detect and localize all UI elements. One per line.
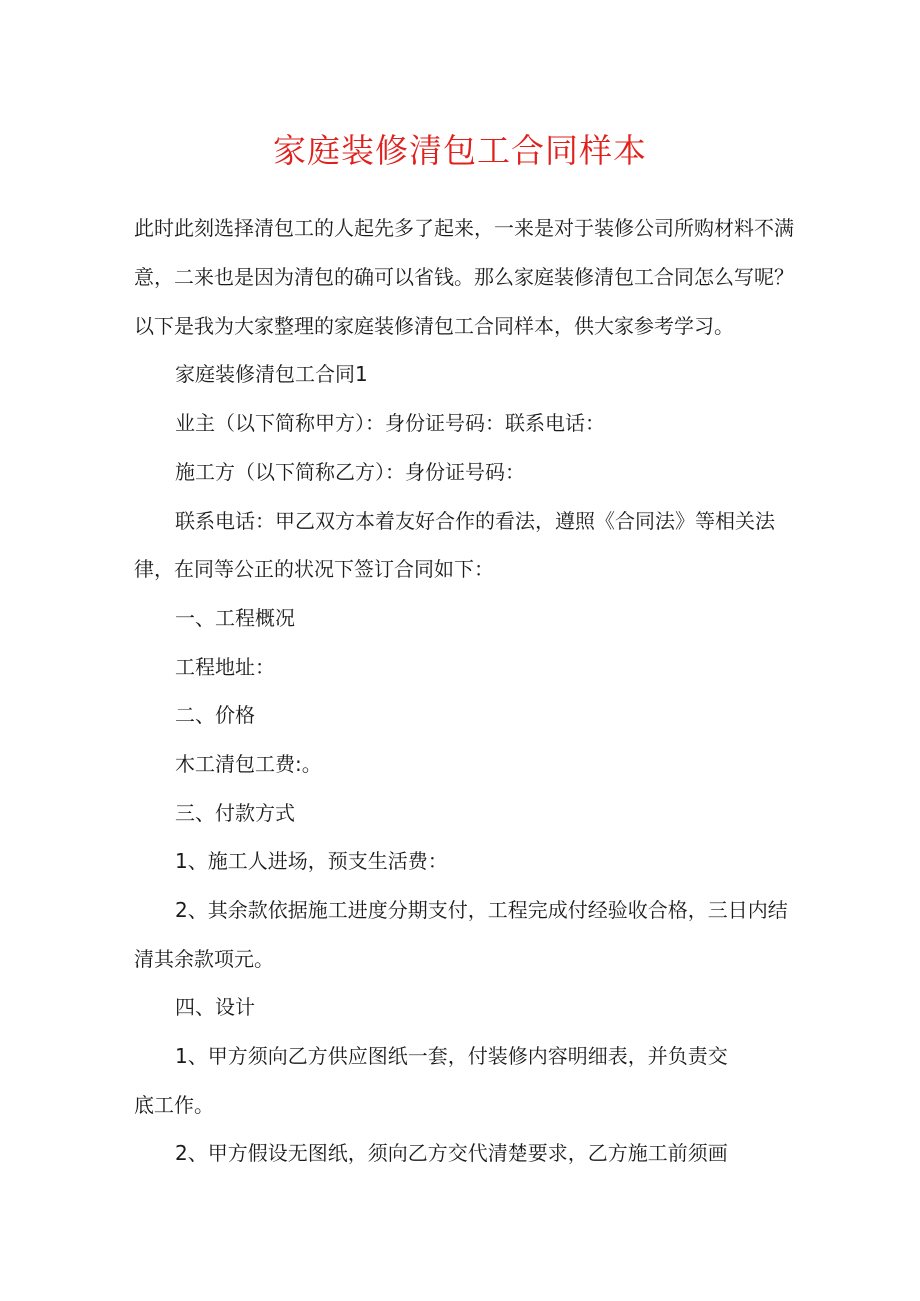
section-heading: 家庭装修清包工合同1 bbox=[175, 362, 368, 386]
paragraph-line: 2、甲方假设无图纸，须向乙方交代清楚要求，乙方施工前须画 bbox=[175, 1141, 728, 1165]
paragraph-line: 底工作。 bbox=[134, 1093, 214, 1117]
paragraph-line: 清其余款项元。 bbox=[134, 947, 274, 971]
paragraph-line: 此时此刻选择清包工的人起先多了起来，一来是对于装修公司所购材料不满 bbox=[134, 216, 794, 240]
paragraph-line: 1、施工人进场，预支生活费： bbox=[175, 849, 448, 873]
paragraph-line: 1、甲方须向乙方供应图纸一套，付装修内容明细表，并负责交 bbox=[175, 1044, 728, 1068]
paragraph-line: 施工方（以下简称乙方）：身份证号码： bbox=[175, 460, 525, 484]
paragraph-line: 2、其余款依据施工进度分期支付，工程完成付经验收合格，三日内结 bbox=[175, 898, 788, 922]
section-heading: 三、付款方式 bbox=[175, 801, 295, 825]
paragraph-line: 工程地址： bbox=[175, 655, 275, 679]
section-heading: 四、设计 bbox=[175, 995, 255, 1019]
section-heading: 一、工程概况 bbox=[175, 606, 295, 630]
paragraph-line: 律，在同等公正的状况下签订合同如下： bbox=[134, 557, 494, 581]
paragraph-line: 意，二来也是因为清包的确可以省钱。那么家庭装修清包工合同怎么写呢？ bbox=[134, 265, 794, 289]
section-heading: 二、价格 bbox=[175, 703, 255, 727]
document-title: 家庭装修清包工合同样本 bbox=[273, 131, 647, 170]
paragraph-line: 联系电话：甲乙双方本着友好合作的看法，遵照《合同法》等相关法 bbox=[175, 509, 775, 533]
paragraph-line: 木工清包工费:。 bbox=[175, 752, 322, 776]
paragraph-line: 以下是我为大家整理的家庭装修清包工合同样本，供大家参考学习。 bbox=[134, 314, 734, 338]
paragraph-line: 业主（以下简称甲方）：身份证号码：联系电话： bbox=[175, 411, 605, 435]
